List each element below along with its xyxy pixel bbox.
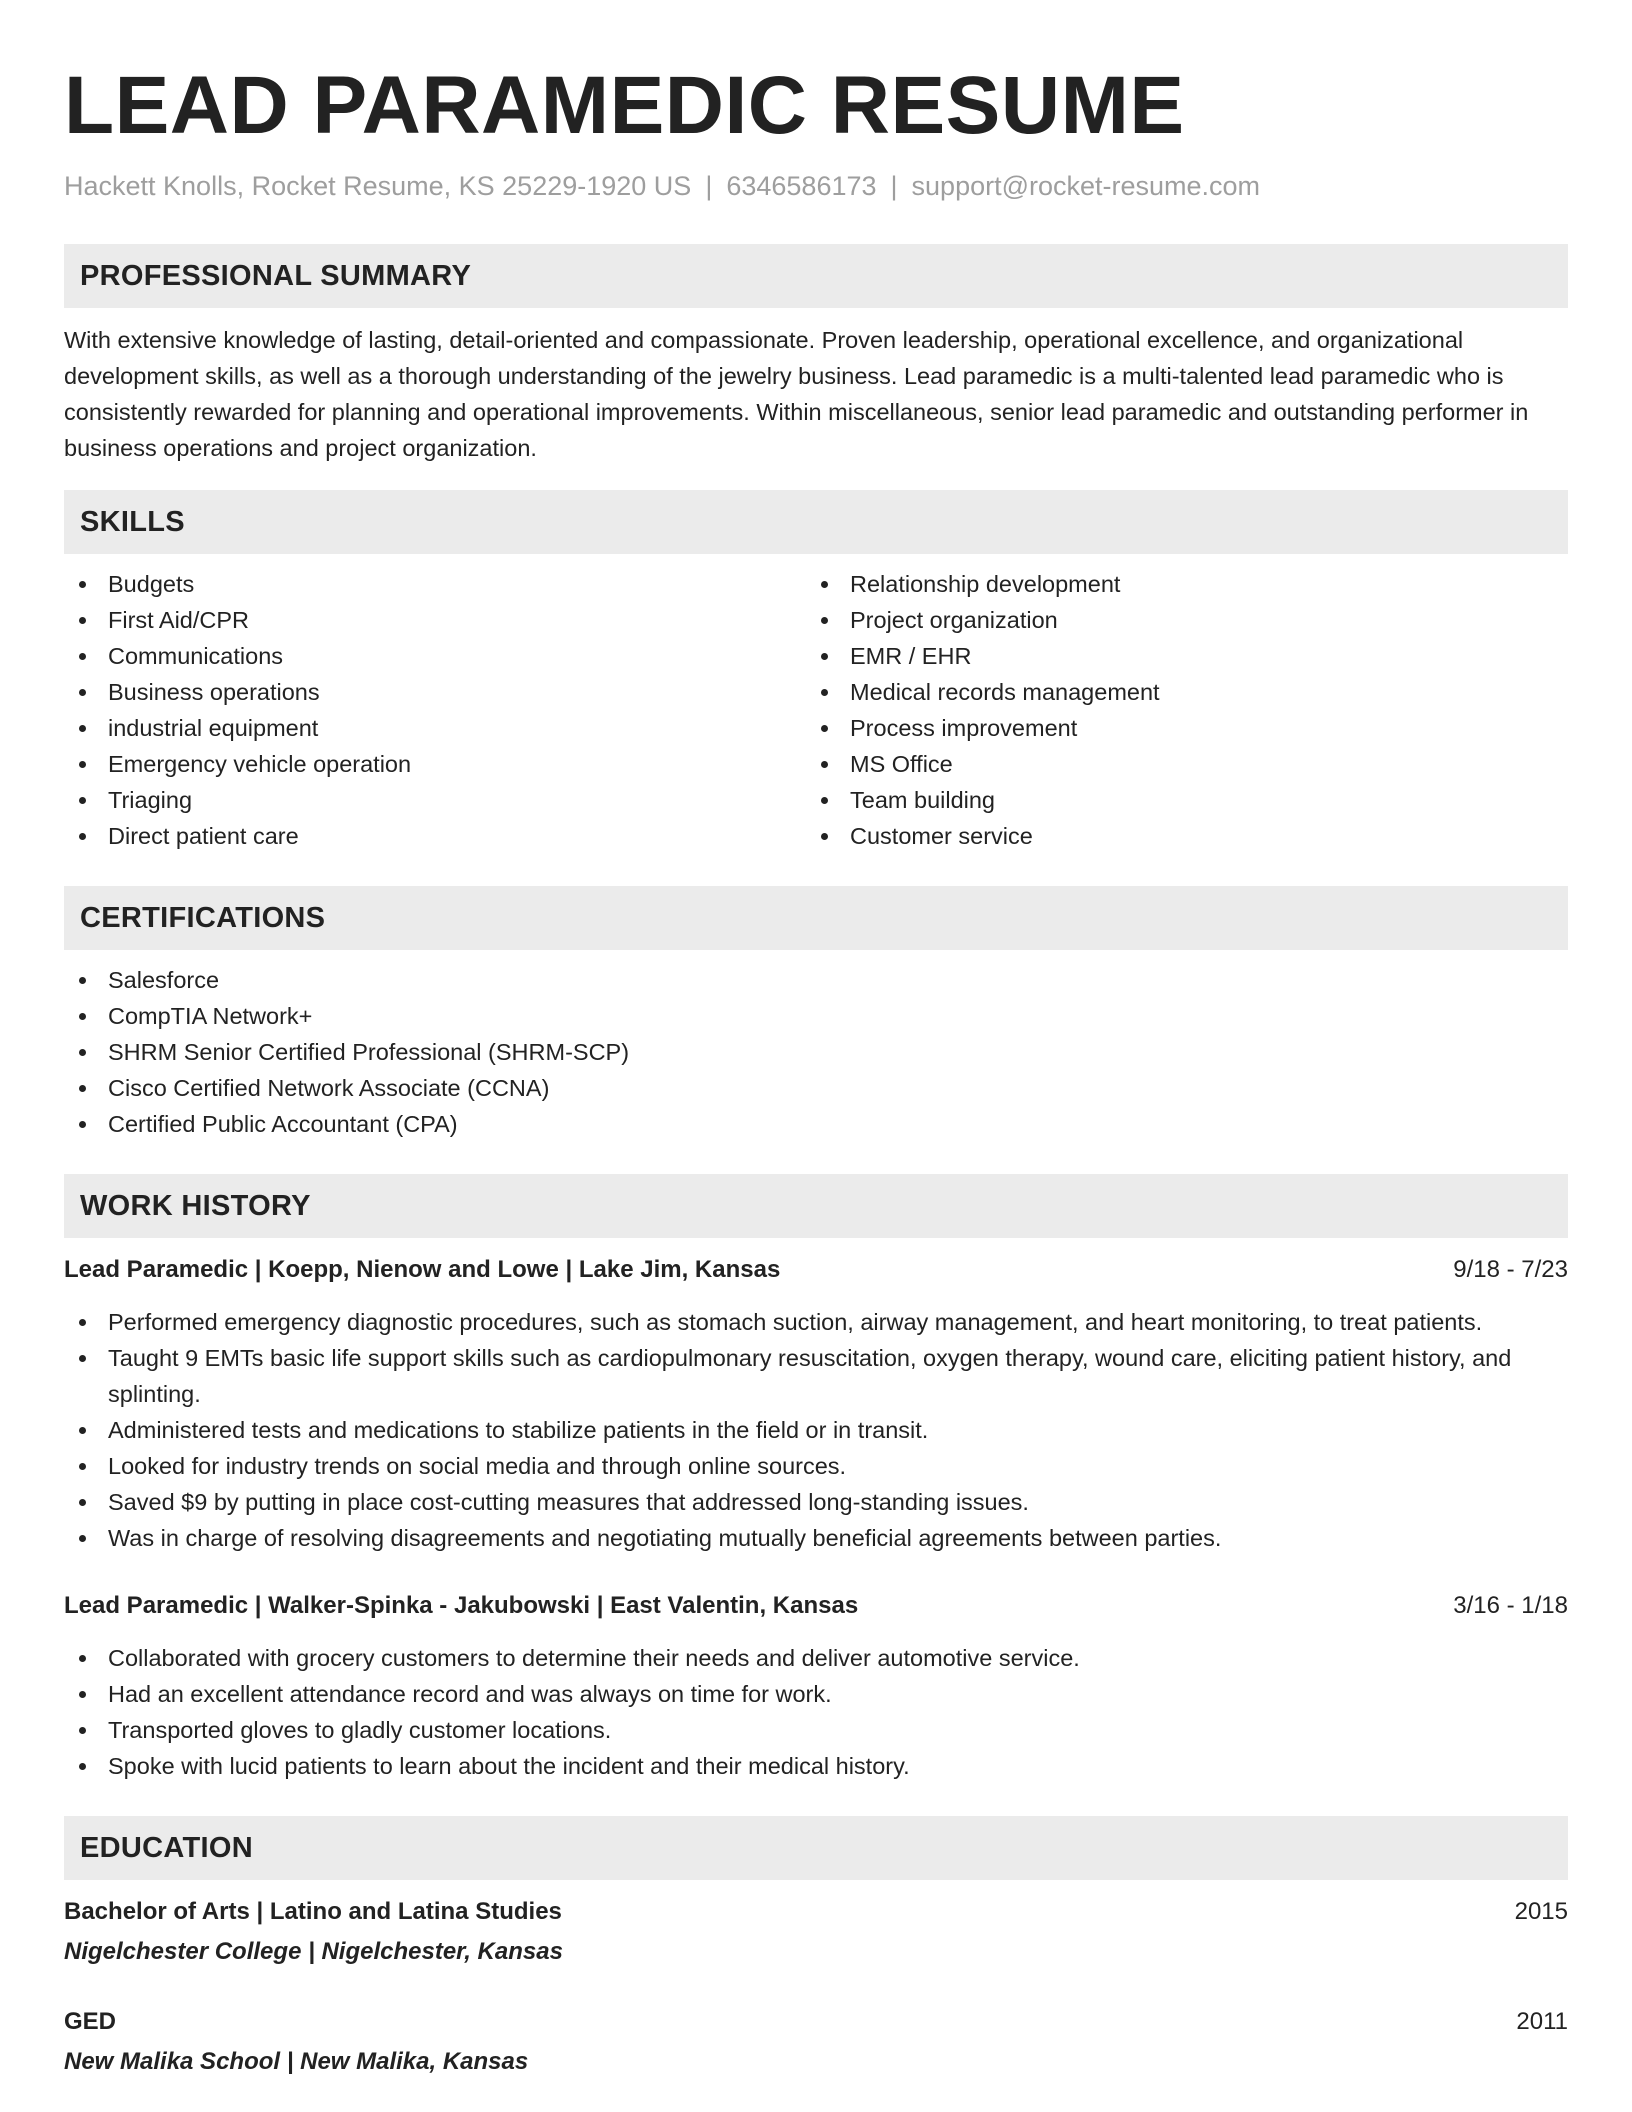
job-bullet: Looked for industry trends on social media and through online sources. [64,1448,1568,1484]
contact-separator: | [705,171,713,201]
education-heading: EDUCATION [64,1816,1568,1880]
job-title: Lead Paramedic | Walker-Spinka - Jakubowski | East Valentin, Kansas [64,1592,859,1619]
certification-item: Certified Public Accountant (CPA) [64,1106,1568,1142]
skills-heading: SKILLS [64,490,1568,554]
contact-separator: | [890,171,898,201]
work-heading: WORK HISTORY [64,1174,1568,1238]
summary-heading: PROFESSIONAL SUMMARY [64,244,1568,308]
skill-item: Process improvement [806,710,1548,746]
skill-item: Business operations [64,674,806,710]
skill-item: First Aid/CPR [64,602,806,638]
job-bullet: Was in charge of resolving disagreements and negotiating mutually beneficial agreements between parties. [64,1520,1568,1556]
education-list [64,1894,1568,2080]
contact-email[interactable]: support@rocket-resume.com [911,171,1261,201]
skill-item: Budgets [64,566,806,602]
job-bullet: Saved $9 by putting in place cost-cutting measures that addressed long-standing issues. [64,1484,1568,1520]
skills-grid [64,566,1568,854]
skill-item: industrial equipment [64,710,806,746]
job-header [64,1252,1568,1288]
education-school: Nigelchester College | Nigelchester, Kansas [64,1938,563,1965]
skill-item: Project organization [806,602,1548,638]
education-degree: GED [64,2008,117,2035]
contact-line [64,168,1568,204]
job-bullet: Spoke with lucid patients to learn about the incident and their medical history. [64,1748,1568,1784]
skill-item: Customer service [806,818,1548,854]
job-dates: 3/16 - 1/18 [1453,1592,1568,1619]
job-bullet: Administered tests and medications to stabilize patients in the field or in transit. [64,1412,1568,1448]
education-year: 2011 [1516,2008,1568,2035]
skill-item: Communications [64,638,806,674]
skill-item: Emergency vehicle operation [64,746,806,782]
education-degree: Bachelor of Arts | Latino and Latina Studies [64,1898,562,1925]
job-bullet: Had an excellent attendance record and was always on time for work. [64,1676,1568,1712]
skill-item: Direct patient care [64,818,806,854]
education-year: 2015 [1514,1898,1568,1925]
education-entry [64,2004,1568,2080]
job-entry [64,1252,1568,1556]
certifications-list [64,962,1568,1142]
skills-left-column [64,566,806,854]
education-header [64,1894,1568,1930]
resume-title: LEAD PARAMEDIC RESUME [64,60,1185,151]
education-header [64,2004,1568,2040]
certification-item: Cisco Certified Network Associate (CCNA) [64,1070,1568,1106]
job-bullet: Performed emergency diagnostic procedures, such as stomach suction, airway management, and heart monitoring, to treat patients. [64,1304,1568,1340]
contact-address: Hackett Knolls, Rocket Resume, KS 25229-1920 US [64,171,692,201]
job-entry [64,1588,1568,1784]
job-title: Lead Paramedic | Koepp, Nienow and Lowe | Lake Jim, Kansas [64,1256,781,1283]
work-history-list [64,1252,1568,1784]
job-dates: 9/18 - 7/23 [1453,1256,1568,1283]
skill-item: Relationship development [806,566,1548,602]
skill-item: Team building [806,782,1548,818]
job-header [64,1588,1568,1624]
skill-item: EMR / EHR [806,638,1548,674]
job-bullet: Collaborated with grocery customers to determine their needs and deliver automotive service. [64,1640,1568,1676]
certification-item: CompTIA Network+ [64,998,1568,1034]
job-bullets [64,1304,1568,1556]
contact-phone: 6346586173 [726,171,877,201]
certification-item: Salesforce [64,962,1568,998]
summary-text: With extensive knowledge of lasting, detail-oriented and compassionate. Proven leadership, operational excellence, and organizational development skills, as well as a thorough understanding of the jewelry business. Lead paramedic is a multi-talented lead paramedic who is consistently rewarded for planning and operational improvements. Within miscellaneous, senior lead paramedic and outstanding performer in business operations and project organization. [64,327,1529,461]
job-bullet: Transported gloves to gladly customer locations. [64,1712,1568,1748]
skill-item: Triaging [64,782,806,818]
education-school: New Malika School | New Malika, Kansas [64,2048,529,2075]
certifications-heading: CERTIFICATIONS [64,886,1568,950]
certification-item: SHRM Senior Certified Professional (SHRM-SCP) [64,1034,1568,1070]
job-bullet: Taught 9 EMTs basic life support skills such as cardiopulmonary resuscitation, oxygen therapy, wound care, eliciting patient history, and splinting. [64,1340,1568,1412]
skill-item: Medical records management [806,674,1548,710]
skill-item: MS Office [806,746,1548,782]
job-bullets [64,1640,1568,1784]
education-entry [64,1894,1568,1970]
skills-right-column [806,566,1548,854]
